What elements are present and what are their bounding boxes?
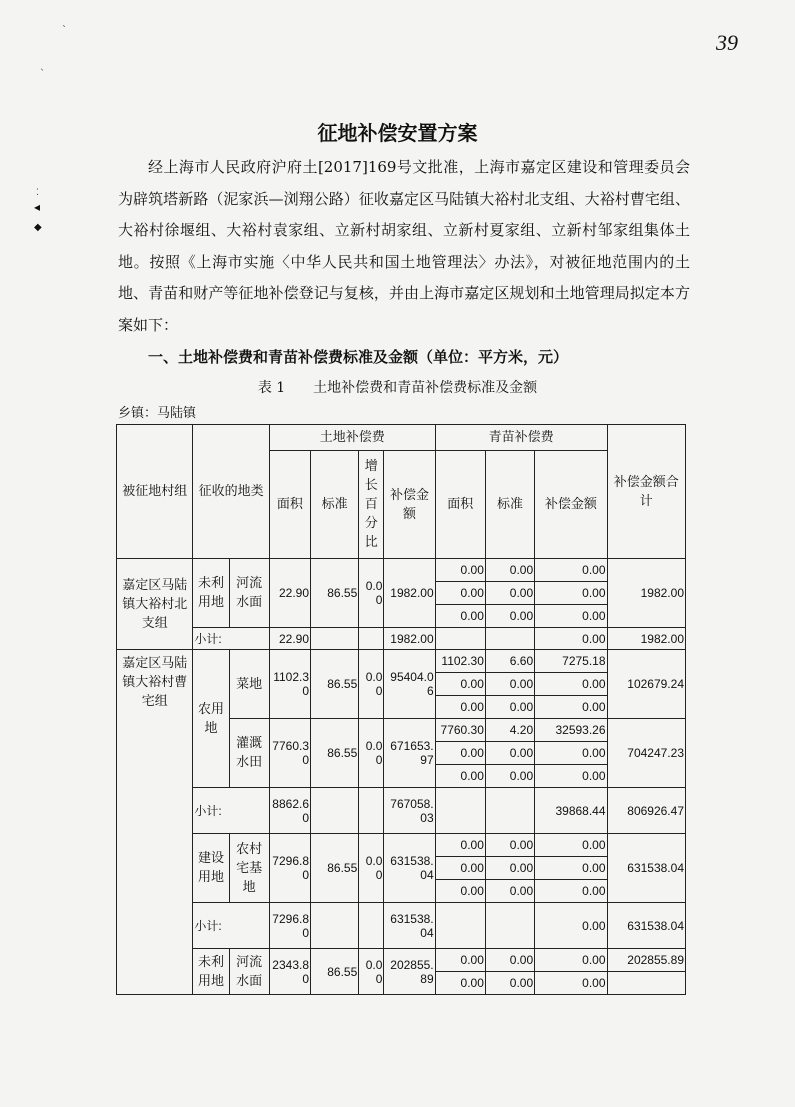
crop-amount-cell: 0.00 xyxy=(535,559,607,582)
scan-speck-mark: ˋ xyxy=(62,25,67,36)
crop-area-cell: 0.00 xyxy=(435,880,485,903)
row-total-cell: 704247.23 xyxy=(607,719,685,788)
subtotal-crop-amount-cell: 0.00 xyxy=(535,628,607,650)
header-village: 被征地村组 xyxy=(117,425,193,559)
land-increase-cell: 0.00 xyxy=(359,650,384,719)
empty-cell xyxy=(607,972,685,995)
table-row xyxy=(117,788,686,834)
subtotal-area-cell: 8862.60 xyxy=(269,788,310,834)
land-category-cell: 未利用地 xyxy=(193,559,229,628)
crop-standard-cell: 0.00 xyxy=(485,765,534,788)
empty-cell xyxy=(435,788,485,834)
crop-standard-cell: 0.00 xyxy=(485,605,534,628)
table-row xyxy=(117,903,686,949)
crop-standard-cell: 0.00 xyxy=(485,673,534,696)
crop-area-cell: 0.00 xyxy=(435,582,485,605)
crop-standard-cell: 0.00 xyxy=(485,559,534,582)
crop-amount-cell: 32593.26 xyxy=(535,719,607,742)
crop-area-cell: 0.00 xyxy=(435,949,485,972)
crop-standard-cell: 0.00 xyxy=(485,742,534,765)
crop-area-cell: 0.00 xyxy=(435,834,485,857)
land-increase-cell: 0.00 xyxy=(359,559,384,628)
land-subtype-cell: 河流水面 xyxy=(229,949,269,995)
table-caption: 表 1 土地补偿费和青苗补偿费标准及金额 xyxy=(257,380,538,396)
empty-cell xyxy=(359,903,384,949)
crop-amount-cell: 0.00 xyxy=(535,582,607,605)
table-row xyxy=(117,949,686,972)
empty-cell xyxy=(485,628,534,650)
empty-cell xyxy=(359,628,384,650)
crop-area-cell: 1102.30 xyxy=(435,650,485,673)
land-area-cell: 7296.80 xyxy=(269,834,310,903)
section-heading: 一、土地补偿费和青苗补偿费标准及金额（单位：平方米，元） xyxy=(148,348,569,366)
land-amount-cell: 202855.89 xyxy=(384,949,435,995)
scan-speck-mark: ◂ xyxy=(34,200,41,214)
row-total-cell: 1982.00 xyxy=(607,559,685,628)
subtotal-area-cell: 7296.80 xyxy=(269,903,310,949)
crop-standard-cell: 0.00 xyxy=(485,696,534,719)
town-label: 乡镇：马陆镇 xyxy=(118,406,197,421)
land-amount-cell: 671653.97 xyxy=(384,719,435,788)
land-area-cell: 1102.30 xyxy=(269,650,310,719)
header-increase: 增长百分比 xyxy=(359,451,384,559)
subtotal-amount-cell: 767058.03 xyxy=(384,788,435,834)
land-increase-cell: 0.00 xyxy=(359,949,384,995)
crop-standard-cell: 0.00 xyxy=(485,857,534,880)
crop-area-cell: 0.00 xyxy=(435,673,485,696)
land-standard-cell: 86.55 xyxy=(311,719,359,788)
crop-standard-cell: 6.60 xyxy=(485,650,534,673)
subtotal-total-cell: 631538.04 xyxy=(607,903,685,949)
scan-speck-mark: ⁚ xyxy=(36,188,39,198)
empty-cell xyxy=(359,788,384,834)
empty-cell xyxy=(485,788,534,834)
empty-cell xyxy=(485,903,534,949)
crop-standard-cell: 0.00 xyxy=(485,834,534,857)
land-standard-cell: 86.55 xyxy=(311,559,359,628)
crop-amount-cell: 0.00 xyxy=(535,673,607,696)
row-total-cell: 631538.04 xyxy=(607,834,685,903)
land-amount-cell: 631538.04 xyxy=(384,834,435,903)
crop-amount-cell: 0.00 xyxy=(535,857,607,880)
empty-cell xyxy=(311,788,359,834)
header-comp-amount: 补偿金额 xyxy=(384,451,435,559)
table-row xyxy=(117,650,686,673)
land-area-cell: 7760.30 xyxy=(269,719,310,788)
crop-amount-cell: 0.00 xyxy=(535,880,607,903)
land-subtype-cell: 河流水面 xyxy=(229,559,269,628)
empty-cell xyxy=(435,903,485,949)
subtotal-label: 小计: xyxy=(193,628,269,650)
land-standard-cell: 86.55 xyxy=(311,650,359,719)
village-cell: 嘉定区马陆镇大裕村北支组 xyxy=(117,559,193,650)
intro-paragraph xyxy=(118,152,690,341)
table-body xyxy=(117,425,686,995)
subtotal-label: 小计: xyxy=(193,903,269,949)
header-crop-amount: 补偿金额 xyxy=(535,451,607,559)
crop-amount-cell: 0.00 xyxy=(535,972,607,995)
row-total-cell: 102679.24 xyxy=(607,650,685,719)
crop-area-cell: 0.00 xyxy=(435,559,485,582)
crop-amount-cell: 0.00 xyxy=(535,765,607,788)
crop-area-cell: 0.00 xyxy=(435,742,485,765)
land-area-cell: 22.90 xyxy=(269,559,310,628)
table-row xyxy=(117,559,686,582)
land-increase-cell: 0.00 xyxy=(359,834,384,903)
header-total: 补偿金额合计 xyxy=(607,425,685,559)
crop-standard-cell: 0.00 xyxy=(485,949,534,972)
row-total-cell: 202855.89 xyxy=(607,949,685,972)
header-land-type: 征收的地类 xyxy=(193,425,269,559)
header-crop-standard: 标准 xyxy=(485,451,534,559)
crop-amount-cell: 0.00 xyxy=(535,834,607,857)
crop-area-cell: 0.00 xyxy=(435,605,485,628)
land-subtype-cell: 灌溉水田 xyxy=(229,719,269,788)
intro-text: 经上海市人民政府沪府土[2017]169号文批准，上海市嘉定区建设和管理委员会为辟筑塔新路（泥家浜—浏翔公路）征收嘉定区马陆镇大裕村北支组、大裕村曹宅组、大裕村徐堰组、大裕村袁家组、立新村胡家组、立新村夏家组、立新村邹家组集体土地。按照《上海市实施〈中华人民共和国土地管理法〉办法》，对被征地范围内的土地、青苗和财产等征地补偿登记与复核，并由上海市嘉定区规划和土地管理局拟定本方案如下： xyxy=(118,158,690,334)
header-crop-area: 面积 xyxy=(435,451,485,559)
crop-amount-cell: 0.00 xyxy=(535,696,607,719)
crop-standard-cell: 4.20 xyxy=(485,719,534,742)
land-category-cell: 未利用地 xyxy=(193,949,229,995)
land-area-cell: 2343.80 xyxy=(269,949,310,995)
subtotal-total-cell: 806926.47 xyxy=(607,788,685,834)
table-row xyxy=(117,628,686,650)
crop-standard-cell: 0.00 xyxy=(485,880,534,903)
header-land-comp: 土地补偿费 xyxy=(269,425,435,451)
header-row xyxy=(117,425,686,451)
header-standard: 标准 xyxy=(311,451,359,559)
page-number: 39 xyxy=(716,30,738,55)
crop-area-cell: 7760.30 xyxy=(435,719,485,742)
crop-area-cell: 0.00 xyxy=(435,857,485,880)
scan-speck-mark: ˎ xyxy=(40,60,45,71)
subtotal-crop-amount-cell: 39868.44 xyxy=(535,788,607,834)
land-subtype-cell: 农村宅基地 xyxy=(229,834,269,903)
subtotal-amount-cell: 631538.04 xyxy=(384,903,435,949)
land-category-cell: 农用地 xyxy=(193,650,229,788)
land-standard-cell: 86.55 xyxy=(311,834,359,903)
land-standard-cell: 86.55 xyxy=(311,949,359,995)
land-amount-cell: 1982.00 xyxy=(384,559,435,628)
scan-speck-mark: ◆ xyxy=(34,222,42,233)
land-subtype-cell: 菜地 xyxy=(229,650,269,719)
subtotal-crop-amount-cell: 0.00 xyxy=(535,903,607,949)
table-row xyxy=(117,834,686,857)
empty-cell xyxy=(311,903,359,949)
crop-amount-cell: 0.00 xyxy=(535,949,607,972)
document-title: 征地补偿安置方案 xyxy=(317,121,478,145)
compensation-table xyxy=(116,424,686,995)
crop-amount-cell: 7275.18 xyxy=(535,650,607,673)
crop-area-cell: 0.00 xyxy=(435,696,485,719)
empty-cell xyxy=(311,628,359,650)
subtotal-total-cell: 1982.00 xyxy=(607,628,685,650)
crop-area-cell: 0.00 xyxy=(435,972,485,995)
crop-standard-cell: 0.00 xyxy=(485,972,534,995)
subtotal-amount-cell: 1982.00 xyxy=(384,628,435,650)
crop-amount-cell: 0.00 xyxy=(535,742,607,765)
subtotal-label: 小计: xyxy=(193,788,269,834)
empty-cell xyxy=(435,628,485,650)
crop-amount-cell: 0.00 xyxy=(535,605,607,628)
land-category-cell: 建设用地 xyxy=(193,834,229,903)
land-increase-cell: 0.00 xyxy=(359,719,384,788)
header-area: 面积 xyxy=(269,451,310,559)
land-amount-cell: 95404.06 xyxy=(384,650,435,719)
crop-area-cell: 0.00 xyxy=(435,765,485,788)
subtotal-area-cell: 22.90 xyxy=(269,628,310,650)
crop-standard-cell: 0.00 xyxy=(485,582,534,605)
village-cell: 嘉定区马陆镇大裕村曹宅组 xyxy=(117,650,193,995)
header-crop-comp: 青苗补偿费 xyxy=(435,425,607,451)
